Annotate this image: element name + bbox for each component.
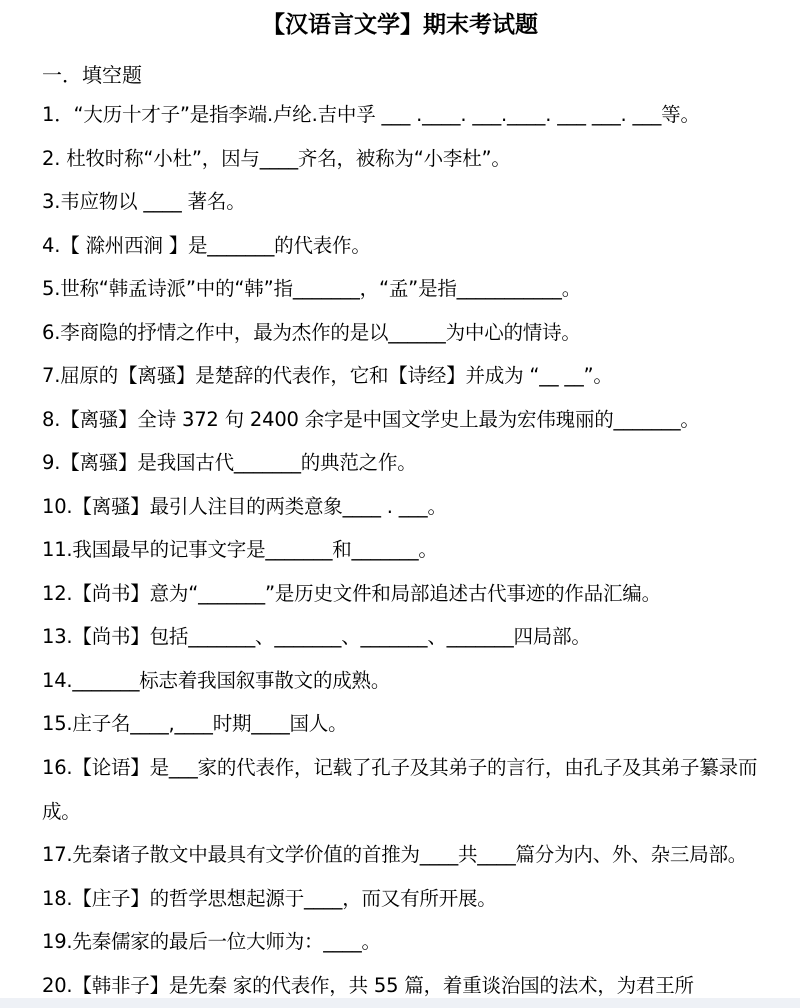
question-item: 12.【尚书】意为“_______”是历史文件和局部追述古代事迹的作品汇编。 — [42, 581, 661, 605]
bottom-scroll-strip — [0, 998, 800, 1008]
question-item: 19.先秦儒家的最后一位大师为：____。 — [42, 930, 381, 953]
question-item: 15.庄子名____,____时期____国人。 — [42, 712, 348, 735]
question-item: 1．“大历十才子”是指李端.卢纶.吉中孚 ___ .____. ___.____. ___ ___. ___等。 — [42, 103, 700, 126]
question-list — [42, 100, 787, 1008]
question-item: 16.【论语】是___家的代表作，记载了孔子及其弟子的言行，由孔子及其弟子纂录而成。 — [42, 755, 758, 823]
question-item: 6.李商隐的抒情之作中，最为杰作的是以______为中心的情诗。 — [42, 320, 581, 344]
question-item: 10.【离骚】最引人注目的两类意象____ . ___。 — [42, 494, 447, 518]
question-item: 5.世称“韩孟诗派”中的“韩”指_______，“孟”是指___________。 — [42, 277, 582, 300]
question-item: 7.屈原的【离骚】是楚辞的代表作，它和【诗经】并成为 “__ __”。 — [42, 364, 613, 387]
question-item: 20.【韩非子】是先秦 家的代表作，共 55 篇，着重谈治国的法术，为君王所 — [42, 973, 694, 997]
question-item: 3.韦应物以 ____ 著名。 — [42, 190, 246, 213]
question-item: 13.【尚书】包括_______、_______、_______、_______四局部。 — [42, 625, 591, 648]
question-item: 2. 杜牧时称“小杜”，因与____齐名，被称为“小李杜”。 — [42, 146, 511, 170]
question-item: 14._______标志着我国叙事散文的成熟。 — [42, 668, 391, 692]
question-item: 18.【庄子】的哲学思想起源于____，而又有所开展。 — [42, 886, 497, 910]
question-item: 4.【 滁州西涧 】是_______的代表作。 — [42, 233, 371, 257]
page-title: 【汉语言文学】期末考试题 — [262, 12, 538, 38]
question-item: 11.我国最早的记事文字是_______和_______。 — [42, 538, 438, 561]
question-item: 8.【离骚】全诗 372 句 2400 余字是中国文学史上最为宏伟瑰丽的_______。 — [42, 407, 700, 431]
section-heading: 一．填空题 — [42, 63, 142, 87]
question-item: 17.先秦诸子散文中最具有文学价值的首推为____共____篇分为内、外、杂三局部。 — [42, 843, 748, 866]
question-item: 9.【离骚】是我国古代_______的典范之作。 — [42, 451, 417, 474]
